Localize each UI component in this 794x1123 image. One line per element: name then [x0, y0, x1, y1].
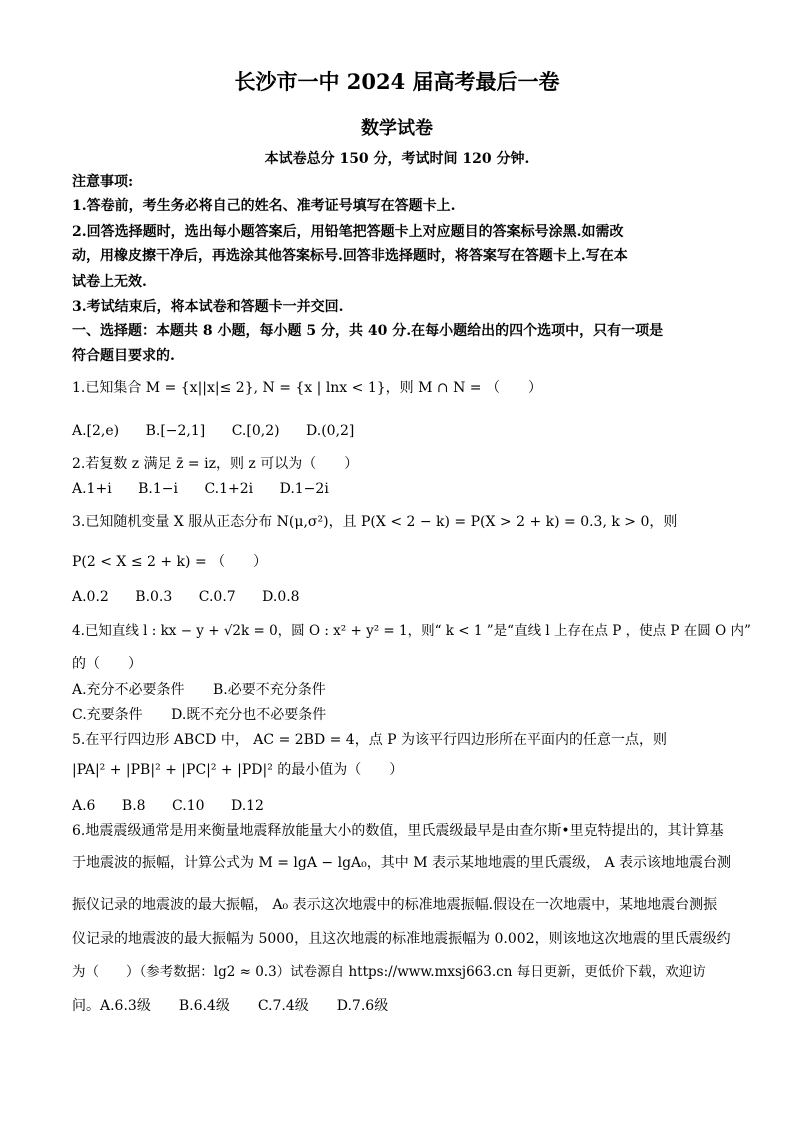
option-d: D.12 — [230, 798, 264, 814]
note-item: 3.考试结束后，将本试卷和答题卡一并交回. — [72, 299, 344, 315]
question-3-stem-cont: P(2 < X ≤ 2 + k) = （ ） — [72, 554, 268, 570]
question-4-options-row2 — [72, 705, 348, 725]
question-3-options — [72, 587, 322, 607]
page-subtitle: 数学试卷 — [361, 118, 433, 139]
option-c: C.充要条件 — [72, 707, 143, 723]
question-1-stem: 1.已知集合 M = {x||x|≤ 2}, N = {x | lnx < 1}，则 M ∩ N = （ ） — [72, 380, 542, 396]
option-d: D.0.8 — [262, 589, 300, 605]
option-a: A.充分不必要条件 — [72, 682, 185, 698]
question-2-stem: 2.若复数 z 满足 z̄ = iz，则 z 可以为（ ） — [72, 456, 359, 472]
section-heading: 一、选择题：本题共 8 小题，每小题 5 分，共 40 分.在每小题给出的四个选项中，只有一项是 — [72, 323, 664, 339]
option-b: B.[−2,1] — [145, 423, 206, 439]
question-6-line: 于地震波的振幅，计算公式为 M = lgA − lgA₀，其中 M 表示某地地震的里氏震级， A 表示该地地震台测 — [72, 855, 732, 871]
option-c: C.10 — [172, 798, 205, 814]
exam-info: 本试卷总分 150 分，考试时间 120 分钟. — [264, 151, 530, 167]
question-4-stem: 4.已知直线 l : kx − y + √2k = 0，圆 O : x² + y² = 1，则“ k < 1 ”是“直线 l 上存在点 P ，使点 P 在圆 O 内” — [72, 623, 751, 639]
question-6-line: 振仪记录的地震波的最大振幅， A₀ 表示这次地震中的标准地震振幅.假设在一次地震中，某地地震台测振 — [72, 897, 718, 913]
question-5-stem: 5.在平行四边形 ABCD 中， AC = 2BD = 4，点 P 为该平行四边形所在平面内的任意一点，则 — [72, 732, 668, 748]
option-a: A.[2,e) — [72, 423, 120, 439]
note-item: 2.回答选择题时，选出每小题答案后，用铅笔把答题卡上对应题目的答案标号涂黑.如需改 — [72, 224, 624, 240]
question-5-options — [72, 796, 286, 816]
option-b: B.1−i — [138, 481, 178, 497]
question-6-line: 为（ ）（参考数据：lg2 ≈ 0.3）试卷源自 https://www.mxsj663.cn 每日更新，更低价下载，欢迎访 — [72, 964, 706, 980]
option-c: C.1+2i — [204, 481, 254, 497]
notes-heading: 注意事项: — [72, 174, 134, 190]
option-c: C.0.7 — [198, 589, 236, 605]
option-b: B.8 — [121, 798, 146, 814]
question-6-line: 仪记录的地震波的最大振幅为 5000，且这次地震的标准地震振幅为 0.002，则该地这次地震的里氏震级约 — [72, 931, 731, 947]
question-6-line: 6.地震震级通常是用来衡量地震释放能量大小的数值，里氏震级最早是由查尔斯•里克特提出的，其计算基 — [72, 823, 724, 839]
question-2-options — [72, 479, 351, 499]
question-1-options — [72, 421, 376, 441]
option-d: D.既不充分也不必要条件 — [171, 707, 327, 723]
option-d: D.(0,2] — [306, 423, 355, 439]
option-b: B.必要不充分条件 — [213, 682, 326, 698]
question-5-stem-cont: |PA|² + |PB|² + |PC|² + |PD|² 的最小值为（ ） — [72, 762, 404, 778]
option-d: D.1−2i — [279, 481, 329, 497]
option-c: C.[0,2) — [231, 423, 280, 439]
option-a: A.0.2 — [72, 589, 109, 605]
question-6-line: 问。A.6.3级 B.6.4级 C.7.4级 D.7.6级 — [72, 998, 389, 1014]
note-item: 动，用橡皮擦干净后，再选涂其他答案标号.回答非选择题时，将答案写在答题卡上.写在本 — [72, 248, 628, 264]
option-a: A.1+i — [72, 481, 112, 497]
option-b: B.0.3 — [135, 589, 173, 605]
page-title: 长沙市一中 2024 届高考最后一卷 — [234, 69, 560, 94]
question-4-options-row1 — [72, 680, 348, 700]
note-item: 试卷上无效. — [72, 274, 147, 290]
option-a: A.6 — [72, 798, 96, 814]
section-heading-cont: 符合题目要求的. — [72, 348, 175, 364]
question-3-stem: 3.已知随机变量 X 服从正态分布 N(μ,σ²)，且 P(X < 2 − k) = P(X > 2 + k) = 0.3, k > 0，则 — [72, 514, 678, 530]
note-item: 1.答卷前，考生务必将自己的姓名、准考证号填写在答题卡上. — [72, 198, 456, 214]
question-4-stem-cont: 的（ ） — [72, 656, 142, 672]
